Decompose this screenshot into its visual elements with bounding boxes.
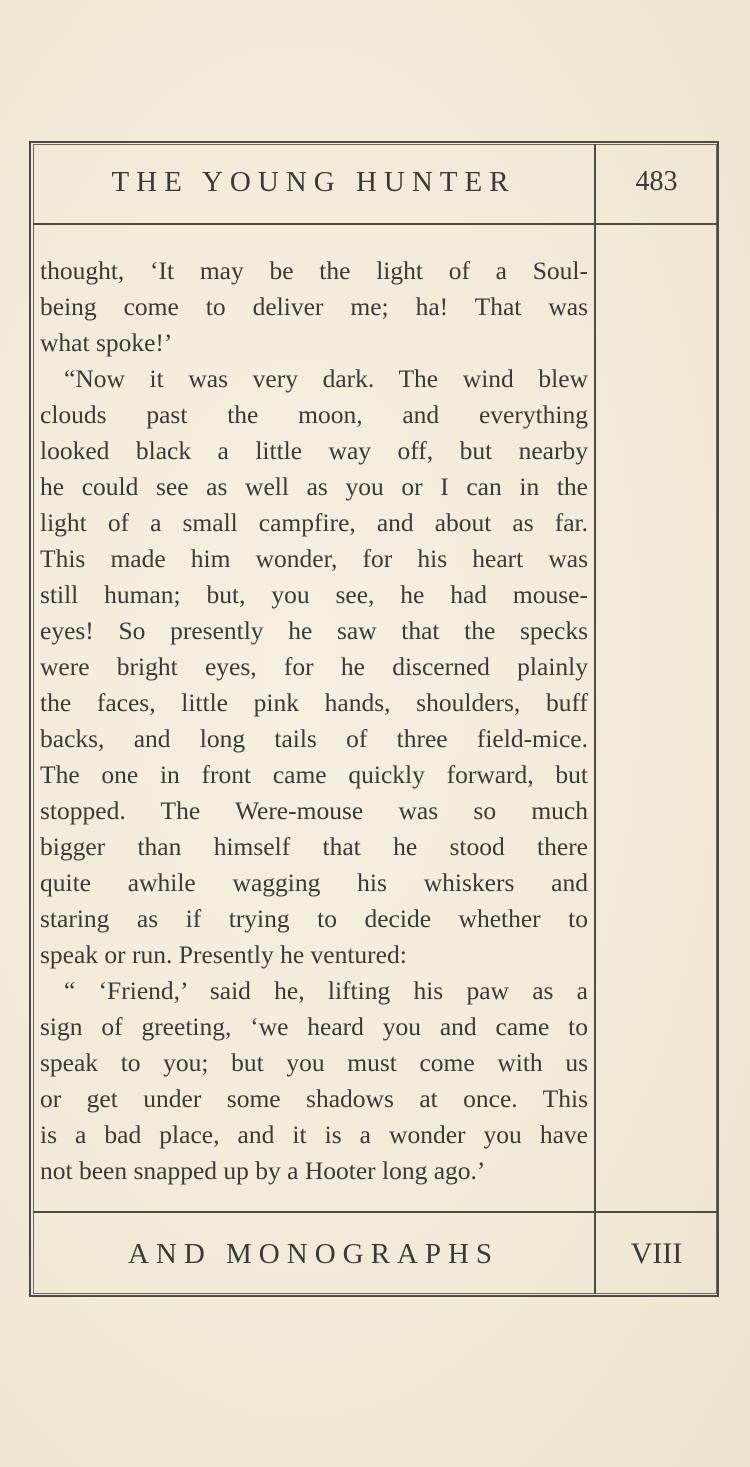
column-divider: [594, 144, 596, 1294]
text-line: eyes! So presently he saw that the specks: [40, 616, 588, 645]
text-line: speak to you; but you must come with us: [40, 1048, 588, 1077]
text-line: This made him wonder, for his heart was: [40, 544, 588, 573]
text-line: quite awhile wagging his whiskers and: [40, 868, 588, 897]
text-line: “ ‘Friend,’ said he, lifting his paw as a: [64, 976, 588, 1005]
header-rule: [33, 223, 717, 225]
text-line: is a bad place, and it is a wonder you have: [40, 1120, 588, 1149]
text-line: he could see as well as you or I can in the: [40, 472, 588, 501]
text-line: “Now it was very dark. The wind blew: [64, 364, 588, 393]
text-line: sign of greeting, ‘we heard you and came to: [40, 1012, 588, 1041]
text-line: were bright eyes, for he discerned plainly: [40, 652, 588, 681]
page-number: 483: [635, 166, 678, 197]
series-title: AND MONOGRAPHS: [127, 1238, 500, 1270]
text-line: looked black a little way off, but nearby: [40, 436, 588, 465]
text-line: what spoke!’: [40, 328, 173, 357]
running-title: THE YOUNG HUNTER: [111, 166, 516, 198]
text-line: still human; but, you see, he had mouse-: [40, 580, 588, 609]
text-line: clouds past the moon, and everything: [40, 400, 588, 429]
text-line: or get under some shadows at once. This: [40, 1084, 588, 1113]
text-line: the faces, little pink hands, shoulders, buff: [40, 688, 588, 717]
body-text: [40, 253, 588, 1189]
text-line: speak or run. Presently he ventured:: [40, 940, 407, 969]
volume-number: VIII: [630, 1237, 683, 1270]
text-line: staring as if trying to decide whether to: [40, 904, 588, 933]
text-line: The one in front came quickly forward, but: [40, 760, 588, 789]
text-line: bigger than himself that he stood there: [40, 832, 588, 861]
text-line: stopped. The Were-mouse was so much: [40, 796, 588, 825]
text-line: thought, ‘It may be the light of a Soul-: [40, 256, 588, 285]
text-line: backs, and long tails of three field-mice.: [40, 724, 588, 753]
text-line: light of a small campfire, and about as far.: [40, 508, 588, 537]
text-line: being come to deliver me; ha! That was: [40, 292, 588, 321]
footer-rule: [33, 1211, 717, 1213]
text-line: not been snapped up by a Hooter long ago.’: [40, 1156, 486, 1185]
